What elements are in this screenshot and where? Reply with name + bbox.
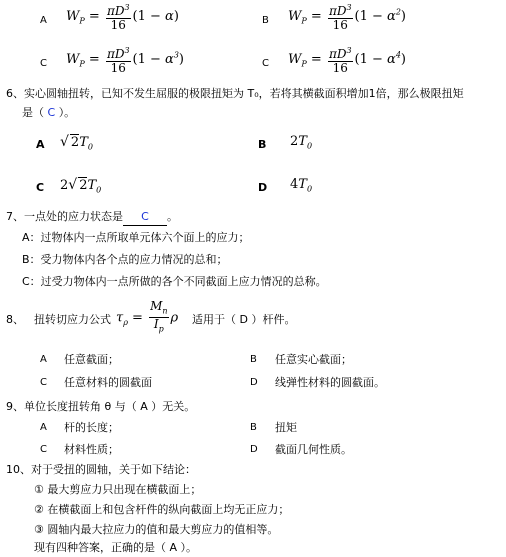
- q8-option-letter-d: D: [250, 377, 258, 388]
- q6-stem-prefix: 是（: [22, 106, 44, 119]
- q5-formula-a: $W_P$ = $\frac{\pi D^3}{16}$ (1 − α): [66, 3, 179, 32]
- q7-option-c: C：过受力物体内一点所做的各个不同截面上应力情况的总称。: [22, 275, 327, 288]
- q5-option-letter-a: A: [40, 15, 47, 26]
- q10-item-3: ③ 圆轴内最大拉应力的值和最大剪应力的值相等。: [34, 523, 279, 536]
- q7-option-b: B：受力物体内各个点的应力情况的总和；: [22, 253, 228, 266]
- q8-number: 8、: [6, 313, 24, 326]
- q7-stem-prefix: 7、一点处的应力状态是: [6, 210, 123, 223]
- q8-option-letter-b: B: [250, 354, 257, 365]
- q8-option-letter-a: A: [40, 354, 47, 365]
- q8-formula: $\tau_\rho$ = $\frac{M_n}{I_p}$ ρ: [116, 299, 179, 334]
- q9-stem: 9、单位长度扭转角 θ 与（ A ）无关。: [6, 400, 196, 413]
- q6-stem-suffix: ）。: [58, 106, 76, 119]
- q5-formula-c: $W_P$ = $\frac{\pi D^3}{16}$ $(1 - \alpha^3)$: [66, 46, 184, 75]
- q10-item-1: ① 最大剪应力只出现在横截面上；: [34, 483, 202, 496]
- q6-option-b: $2T_0$: [290, 134, 313, 151]
- q6-option-letter-c: C: [36, 181, 45, 194]
- q10-item-2: ② 在横截面上和包含杆件的纵向截面上均无正应力；: [34, 503, 290, 516]
- q9-option-letter-d: D: [250, 444, 258, 455]
- q6-stem-line2: [22, 105, 75, 121]
- q7-option-a: A：过物体内一点所取单元体六个面上的应力；: [22, 231, 250, 244]
- q8-option-a: 任意截面；: [64, 353, 119, 366]
- q6-option-a: √ $2T_0$: [60, 134, 93, 152]
- q9-option-d: 截面几何性质。: [275, 443, 352, 456]
- q6-option-letter-b: B: [258, 138, 267, 151]
- q5-formula-b: $W_P$ = $\frac{\pi D^3}{16}$ $(1 - \alpha^2)$: [288, 3, 406, 32]
- q8-stem-suffix: 适用于（ D ）杆件。: [192, 313, 296, 326]
- q5-option-letter-d: C: [262, 58, 269, 69]
- q8-option-b: 任意实心截面；: [275, 353, 352, 366]
- q6-option-c: 2√ $2T_0$: [60, 177, 102, 195]
- q8-option-c: 任意材料的圆截面: [64, 376, 152, 389]
- q10-footer: 现有四种答案，正确的是（ A ）。: [34, 541, 198, 554]
- q7-stem: [6, 209, 178, 226]
- q6-option-d: $4T_0$: [290, 177, 313, 194]
- q6-option-letter-d: D: [258, 181, 268, 194]
- q7-answer: C: [123, 209, 167, 226]
- q9-option-letter-c: C: [40, 444, 47, 455]
- q6-option-letter-a: A: [36, 138, 45, 151]
- q9-option-c: 材料性质；: [64, 443, 119, 456]
- q8-stem-prefix: 扭转切应力公式: [34, 313, 111, 326]
- q6-stem-line1: 6、实心圆轴扭转，已知不发生屈服的极限扭矩为 T₀，若将其横截面积增加1倍，那么极限扭矩: [6, 87, 464, 100]
- q9-option-letter-b: B: [250, 422, 257, 433]
- q9-option-a: 杆的长度；: [64, 421, 119, 434]
- q6-answer: C: [47, 106, 56, 119]
- q8-option-letter-c: C: [40, 377, 47, 388]
- q5-option-letter-b: B: [262, 15, 269, 26]
- q5-formula-d: $W_P$ = $\frac{\pi D^3}{16}$ $(1 - \alpha^4)$: [288, 46, 406, 75]
- q9-option-b: 扭矩: [275, 421, 297, 434]
- q5-option-letter-c: C: [40, 58, 47, 69]
- q8-option-d: 线弹性材料的圆截面。: [275, 376, 385, 389]
- q10-stem: 10、对于受扭的圆轴，关于如下结论：: [6, 463, 196, 476]
- q9-option-letter-a: A: [40, 422, 47, 433]
- q7-stem-suffix: 。: [167, 210, 178, 223]
